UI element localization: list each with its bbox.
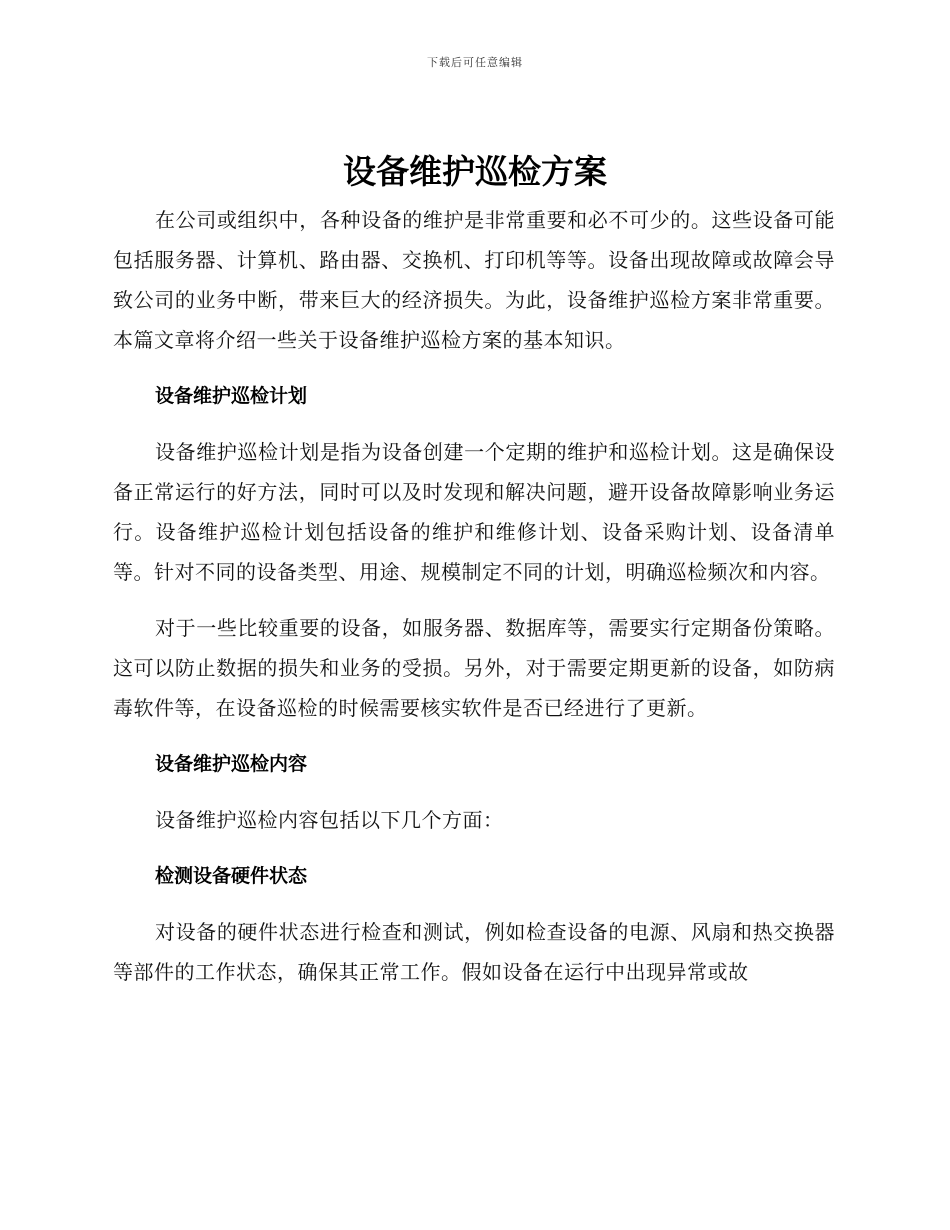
page-title: 设备维护巡检方案 [343,152,607,191]
section-heading-content: 设备维护巡检内容 [155,753,308,775]
document-body [113,200,835,992]
header-note: 下载后可任意编辑 [427,56,523,69]
plan-paragraph: 设备维护巡检计划是指为设备创建一个定期的维护和巡检计划。这是确保设备正常运行的好方法，同时可以及时发现和解决问题，避开设备故障影响业务运行。设备维护巡检计划包括设备的维护和维修计划、设备采购计划、设备清单等。针对不同的设备类型、用途、规模制定不同的计划，明确巡检频次和内容。 [113,440,835,584]
intro-paragraph: 在公司或组织中，各种设备的维护是非常重要和必不可少的。这些设备可能包括服务器、计算机、路由器、交换机、打印机等等。设备出现故障或故障会导致公司的业务中断，带来巨大的经济损失。为此，设备维护巡检方案非常重要。本篇文章将介绍一些关于设备维护巡检方案的基本知识。 [113,208,835,352]
content-intro-paragraph: 设备维护巡检内容包括以下几个方面： [155,808,504,832]
backup-paragraph: 对于一些比较重要的设备，如服务器、数据库等，需要实行定期备份策略。这可以防止数据的损失和业务的受损。另外，对于需要定期更新的设备，如防病毒软件等，在设备巡检的时候需要核实软件是否已经进行了更新。 [113,616,835,720]
section-heading-hardware: 检测设备硬件状态 [155,865,308,887]
section-heading-plan: 设备维护巡检计划 [155,385,308,407]
hardware-paragraph: 对设备的硬件状态进行检查和测试，例如检查设备的电源、风扇和热交换器等部件的工作状态，确保其正常工作。假如设备在运行中出现异常或故 [113,920,835,984]
